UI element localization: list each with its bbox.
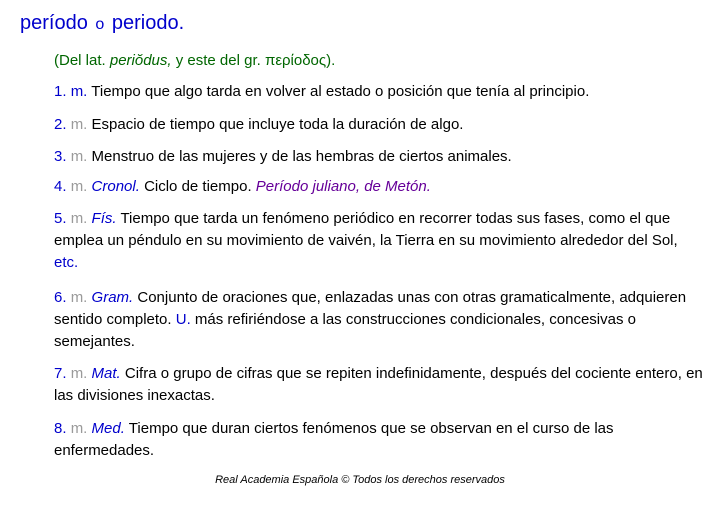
definition-text: Espacio de tiempo que incluye toda la duración de algo. [91,116,464,133]
etymology-suffix: ). [326,52,336,69]
definition-number: 1. [54,83,67,100]
grammar-tag: m. [70,289,88,306]
definition-number: 5. [54,210,67,227]
definition-7 [54,363,704,407]
grammar-tag: m. [70,365,88,382]
grammar-tag: m. [70,210,88,227]
definition-number: 4. [54,178,67,195]
definition-5 [54,208,704,274]
definition-4 [54,176,704,198]
grammar-tag[interactable]: m. [70,83,88,100]
domain-label[interactable]: Med. [91,420,125,437]
definition-number: 6. [54,289,67,306]
definition-text: Tiempo que duran ciertos fenómenos que se observan en el curso de las enfermedades. [54,420,614,459]
usage-example: Período juliano, de Metón. [255,178,431,195]
etc-link[interactable]: etc. [54,254,79,271]
definition-text: Menstruo de las mujeres y de las hembras de ciertos animales. [91,148,512,165]
headword-connector: o [95,16,105,33]
grammar-tag: m. [70,420,88,437]
grammar-tag: m. [70,178,88,195]
etymology-greek: περίοδος [264,52,327,69]
headword-main: período [20,12,88,34]
usage-abbrev-link[interactable]: U. [175,311,191,328]
grammar-tag: m. [70,148,88,165]
grammar-tag: m. [70,116,88,133]
definition-8 [54,418,704,462]
definition-number: 8. [54,420,67,437]
etymology [54,50,704,72]
definition-6 [54,287,704,353]
headword-variant: periodo. [111,12,185,34]
definition-number: 7. [54,365,67,382]
definition-text: Tiempo que algo tarda en volver al estado o posición que tenía al principio. [91,83,590,100]
definition-number: 3. [54,148,67,165]
etymology-middle: y este del gr. [171,52,265,69]
definition-text: Ciclo de tiempo. [144,178,252,195]
definition-text: Cifra o grupo de cifras que se repiten indefinidamente, después del cociente entero, en las divisiones inexactas. [54,365,703,404]
etymology-prefix: (Del lat. [54,52,110,69]
domain-label[interactable]: Mat. [91,365,121,382]
headword [20,12,184,35]
domain-label[interactable]: Cronol. [91,178,140,195]
definition-2 [54,114,704,136]
definition-text-continued: más refiriéndose a las construcciones condicionales, concesivas o semejantes. [54,311,636,350]
etymology-latin: periŏdus, [109,52,172,69]
domain-label[interactable]: Fís. [91,210,117,227]
definition-text: Tiempo que tarda un fenómeno periódico en recorrer todas sus fases, como el que emplea un péndulo en su movimiento de vaivén, la Tierra en su movimiento alrededor del Sol, [54,210,678,249]
copyright-footer: Real Academia Española © Todos los derechos reservados [215,474,505,486]
definition-text: Conjunto de oraciones que, enlazadas unas con otras gramaticalmente, adquieren sentido completo. [54,289,687,328]
definition-1 [54,81,704,103]
definition-3 [54,146,704,168]
definition-number: 2. [54,116,67,133]
domain-label[interactable]: Gram. [91,289,134,306]
